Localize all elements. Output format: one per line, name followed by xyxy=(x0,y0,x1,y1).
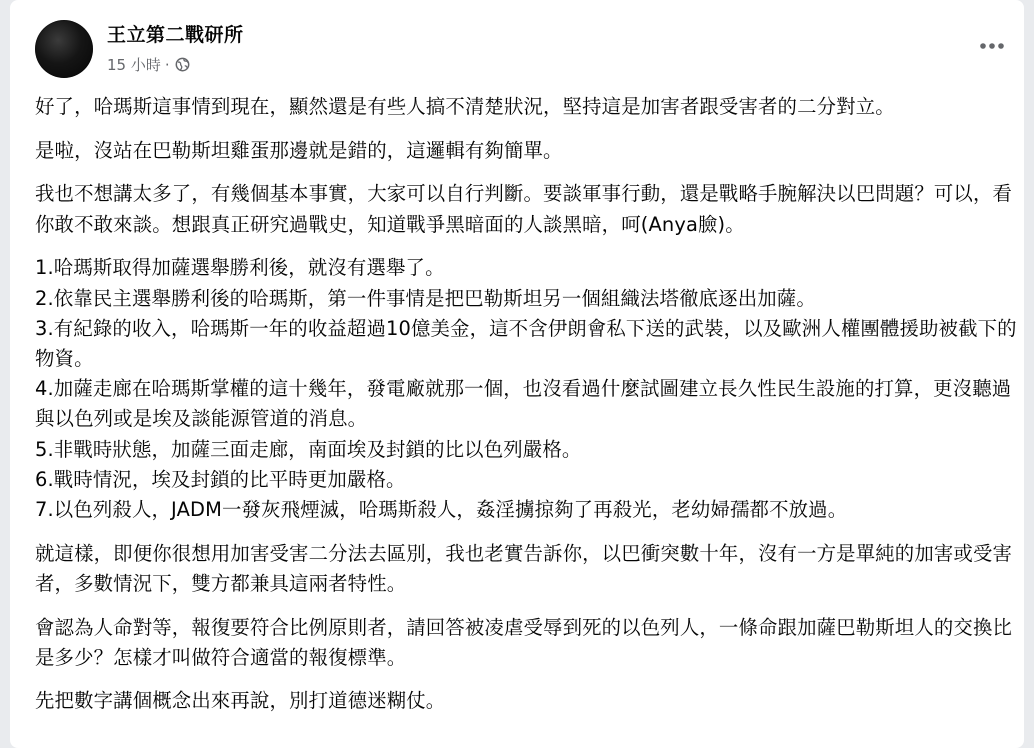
list-item: 5.非戰時狀態，加薩三面走廊，南面埃及封鎖的比以色列嚴格。 xyxy=(35,437,582,461)
list-item: 2.依靠民主選舉勝利後的哈瑪斯，第一件事情是把巴勒斯坦另一個組織法塔徹底逐出加薩。 xyxy=(35,286,816,310)
list-item: 1.哈瑪斯取得加薩選舉勝利後，就沒有選舉了。 xyxy=(35,256,445,280)
post-paragraph: 是啦，沒站在巴勒斯坦雞蛋那邊就是錯的，這邏輯有夠簡單。 xyxy=(35,138,563,162)
more-options-button[interactable] xyxy=(974,32,1010,60)
avatar[interactable] xyxy=(35,20,93,78)
post-paragraph: 好了，哈瑪斯這事情到現在，顯然還是有些人搞不清楚狀況，堅持這是加害者跟受害者的二分對立。 xyxy=(35,95,895,118)
post-paragraph: 就這樣，即便你很想用加害受害二分法去區別，我也老實告訴你，以巴衝突數十年，沒有一方是單純的加害或受害者，多數情況下，雙方都兼具這兩者特性。 xyxy=(35,541,1013,595)
post-meta xyxy=(107,54,190,75)
post-header xyxy=(10,0,1024,90)
post-body xyxy=(35,92,1019,717)
post-paragraph: 我也不想講太多了，有幾個基本事實，大家可以自行判斷。要談軍事行動，還是戰略手腕解決以巴問題？可以，看你敢不敢來談。想跟真正研究過戰史，知道戰爭黑暗面的人談黑暗，呵(Anya臉)。 xyxy=(35,182,1013,236)
list-item: 6.戰時情況，埃及封鎖的比平時更加嚴格。 xyxy=(35,467,406,491)
list-item: 7.以色列殺人，JADM一發灰飛煙滅，哈瑪斯殺人，姦淫擄掠夠了再殺光，老幼婦孺都不放過。 xyxy=(35,497,848,521)
meta-separator: · xyxy=(164,55,170,74)
globe-icon[interactable] xyxy=(175,57,190,72)
post-paragraph: 先把數字講個概念出來再說，別打道德迷糊仗。 xyxy=(35,689,446,713)
list-item: 4.加薩走廊在哈瑪斯掌權的這十幾年，發電廠就那一個，也沒看過什麼試圖建立長久性民生設施的打算，更沒聽過與以色列或是埃及談能源管道的消息。 xyxy=(35,377,1012,431)
post-numbered-list xyxy=(35,253,1019,525)
list-item: 3.有紀錄的收入，哈瑪斯一年的收益超過10億美金，這不含伊朗會私下送的武裝，以及歐洲人權團體援助被截下的物資。 xyxy=(35,316,1017,370)
post-card xyxy=(10,0,1024,748)
post-paragraph: 會認為人命對等，報復要符合比例原則者，請回答被凌虐受辱到死的以色列人，一條命跟加薩巴勒斯坦人的交換比是多少？怎樣才叫做符合適當的報復標準。 xyxy=(35,615,1013,669)
more-horizontal-icon xyxy=(979,42,1005,50)
author-name[interactable]: 王立第二戰研所 xyxy=(107,24,244,46)
post-time[interactable]: 15 小時 xyxy=(107,56,161,74)
